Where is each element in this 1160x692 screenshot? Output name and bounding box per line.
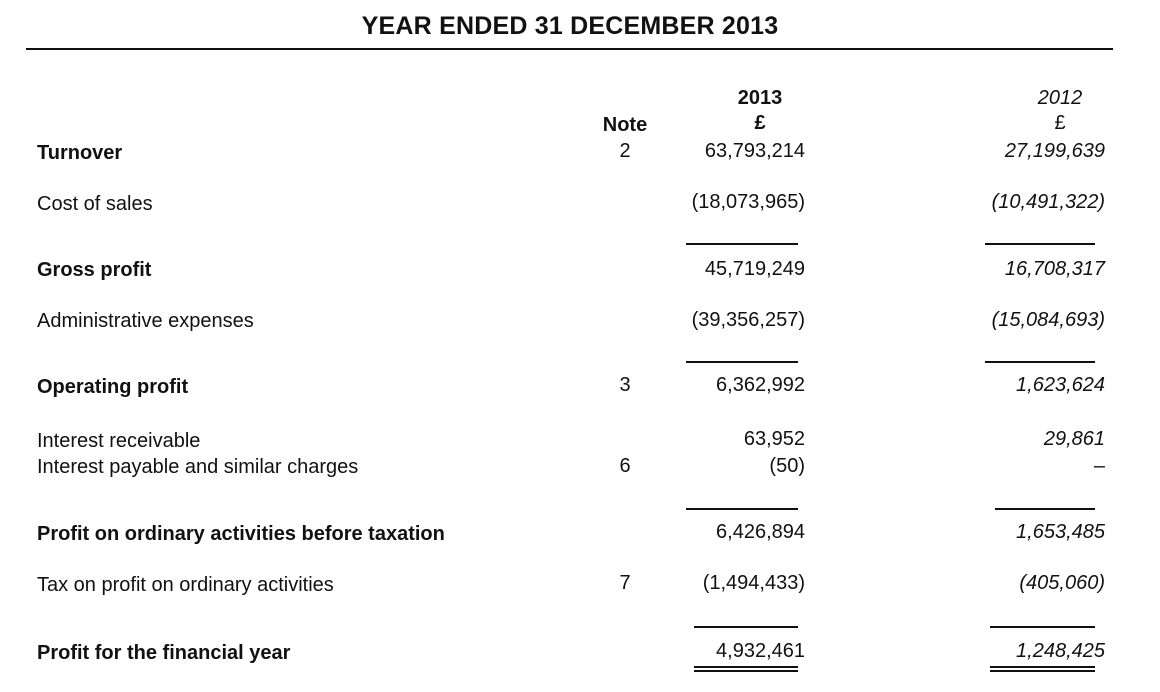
- note-header: Note: [602, 114, 648, 136]
- operating-profit-2012: 1,623,624: [1016, 374, 1105, 396]
- profit-year-2013: 4,932,461: [716, 640, 805, 662]
- total-rule: [990, 670, 1095, 672]
- turnover-2012: 27,199,639: [1004, 140, 1105, 162]
- page-title: YEAR ENDED 31 DECEMBER 2013: [361, 12, 779, 40]
- subtotal-rule: [995, 508, 1095, 510]
- subtotal-rule: [985, 243, 1095, 245]
- gross-profit-2013: 45,719,249: [704, 258, 805, 280]
- interest-receivable-label: Interest receivable: [37, 430, 201, 452]
- year-2012-header: 2012: [1037, 87, 1083, 109]
- operating-profit-label: Operating profit: [37, 376, 189, 398]
- profit-before-tax-2013: 6,426,894: [716, 521, 805, 543]
- admin-expenses-2013: (39,356,257): [691, 309, 805, 331]
- tax-2012: (405,060): [1019, 572, 1105, 594]
- currency-2012-header: £: [1054, 112, 1066, 134]
- cost-of-sales-2012: (10,491,322): [991, 191, 1105, 213]
- total-rule: [694, 666, 798, 668]
- turnover-note: 2: [619, 140, 631, 162]
- tax-label: Tax on profit on ordinary activities: [37, 574, 334, 596]
- currency-2013-header: £: [754, 112, 766, 134]
- interest-payable-2012: –: [1093, 455, 1105, 477]
- profit-year-2012: 1,248,425: [1016, 640, 1105, 662]
- interest-payable-2013: (50): [769, 455, 805, 477]
- tax-note: 7: [619, 572, 631, 594]
- operating-profit-note: 3: [619, 374, 631, 396]
- profit-before-tax-label: Profit on ordinary activities before taxation: [37, 523, 445, 545]
- admin-expenses-2012: (15,084,693): [991, 309, 1105, 331]
- total-rule: [990, 666, 1095, 668]
- interest-receivable-2013: 63,952: [743, 428, 805, 450]
- operating-profit-2013: 6,362,992: [716, 374, 805, 396]
- cost-of-sales-label: Cost of sales: [37, 193, 153, 215]
- subtotal-rule: [686, 361, 798, 363]
- gross-profit-2012: 16,708,317: [1004, 258, 1105, 280]
- tax-2013: (1,494,433): [702, 572, 805, 594]
- cost-of-sales-2013: (18,073,965): [691, 191, 805, 213]
- profit-year-label: Profit for the financial year: [37, 642, 291, 664]
- title-rule: [26, 48, 1113, 50]
- subtotal-rule: [985, 361, 1095, 363]
- total-rule: [694, 670, 798, 672]
- admin-expenses-label: Administrative expenses: [37, 310, 254, 332]
- profit-before-tax-2012: 1,653,485: [1016, 521, 1105, 543]
- turnover-label: Turnover: [37, 142, 123, 164]
- gross-profit-label: Gross profit: [37, 259, 152, 281]
- turnover-2013: 63,793,214: [704, 140, 805, 162]
- interest-payable-label: Interest payable and similar charges: [37, 456, 359, 478]
- subtotal-rule: [686, 508, 798, 510]
- subtotal-rule: [694, 626, 798, 628]
- interest-payable-note: 6: [619, 455, 631, 477]
- interest-receivable-2012: 29,861: [1043, 428, 1105, 450]
- subtotal-rule: [990, 626, 1095, 628]
- year-2013-header: 2013: [737, 87, 783, 109]
- subtotal-rule: [686, 243, 798, 245]
